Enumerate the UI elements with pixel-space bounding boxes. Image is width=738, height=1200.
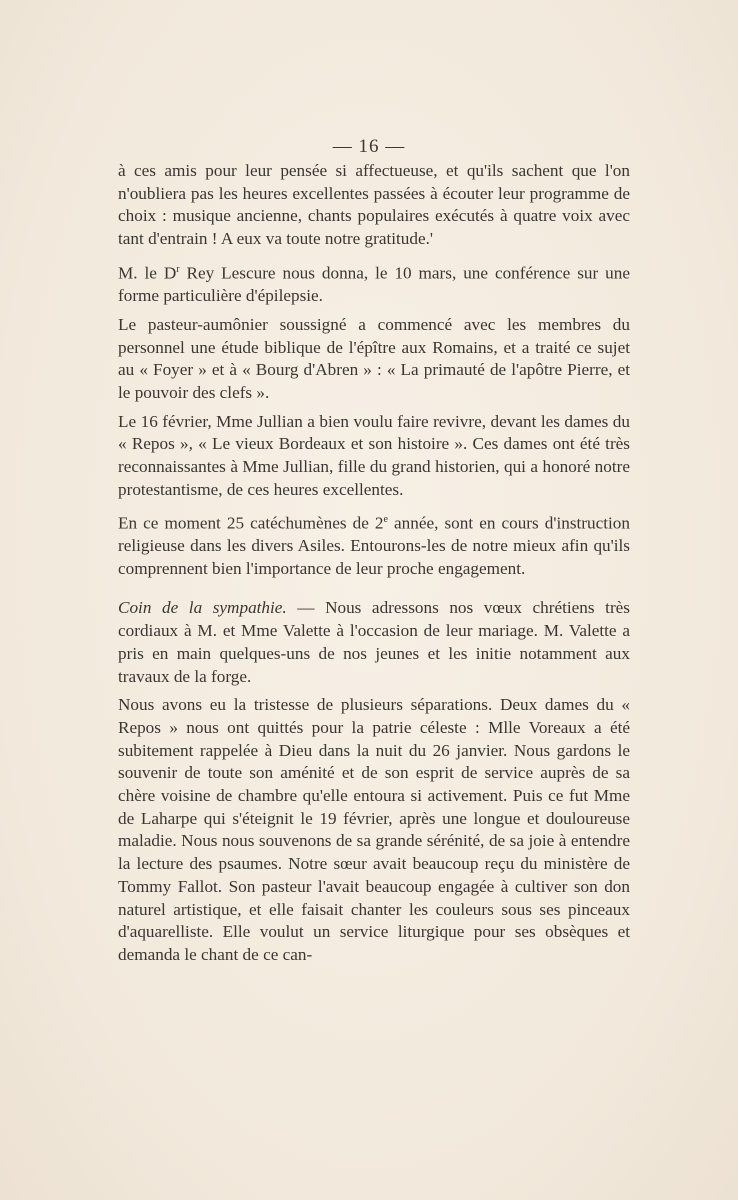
second-year-sup: e [383,513,388,525]
paragraph-bible-study: Le pasteur-aumônier soussigné a commencé avec les membres du personnel une étude biblique de l'épître aux Romains, et a traité ce sujet au « Foyer » et à « Bourg d'Abren » : « La primauté de l'apôtre Pierre, et le pouvoir des clefs ». [118,314,630,403]
paragraph-catechumens [118,509,630,581]
body-text [118,160,630,967]
paragraph-catechumens-rest: année, sont en cours d'instruction religieuse dans les divers Asiles. Entourons-les de notre mieux afin qu'ils comprennent bien l'importance de leur proche engagement. [118,513,630,578]
paragraph-gratitude: à ces amis pour leur pensée si affectueuse, et qu'ils sachent que l'on n'oubliera pas les heures excellentes passées à écouter leur programme de choix : musique ancienne, chants populaires exécutés à quatre voix avec tant d'entrain ! A eux va toute notre gratitude.' [118,161,630,249]
page-number: — 16 — [332,136,406,157]
paragraph-conference [118,259,630,308]
paragraph-sympathy-rest: — Nous adressons nos vœux chrétiens très cordiaux à M. et Mme Valette à l'occasion de leur mariage. M. Valette a pris en main quelques-uns de nos jeunes et les initie notamment aux travaux de la forge. [118,598,630,686]
sympathy-heading: Coin de la sympathie. [118,598,287,618]
paragraph-conference-rest: Rey Lescure nous donna, le 10 mars, une conférence sur une forme particulière d'épilepsie. [118,263,630,306]
paragraph-catechumens-prefix: En ce moment 25 catéchumènes de 2 [118,513,384,533]
paragraph-jullian: Le 16 février, Mme Jullian a bien voulu faire revivre, devant les dames du « Repos », « Le vieux Bordeaux et son histoire ». Ces dames ont été très reconnaissantes à Mme Jullian, fille du grand historien, qui a honoré notre protestantisme, de ces heures excellentes. [118,411,630,499]
doctor-abbrev-sup: r [176,263,180,275]
paragraph-sympathy [118,597,630,688]
paragraph-conference-prefix: M. le D [118,263,177,283]
paragraph-separations: Nous avons eu la tristesse de plusieurs séparations. Deux dames du « Repos » nous ont quittés pour la patrie céleste : Mlle Voreaux a été subitement rappelée à Dieu dans la nuit du 26 janvier. Nous gardons le souvenir de toute son aménité et de son esprit de service auprès de sa chère voisine de chambre qu'elle entoura si activement. Puis ce fut Mme de Laharpe qui s'éteignit le 19 février, après une longue et douloureuse maladie. Nous nous souvenons de sa grande sérénité, de sa joie à entendre la lecture des psaumes. Notre sœur avait beaucoup reçu du ministère de Tommy Fallot. Son pasteur l'avait beaucoup engagée à cultiver son don naturel artistique, et elle faisait chanter les couleurs sous ses pinceaux d'aquarelliste. Elle voulut un service liturgique pour ses obsèques et demanda le chant de ce can- [118,695,630,964]
